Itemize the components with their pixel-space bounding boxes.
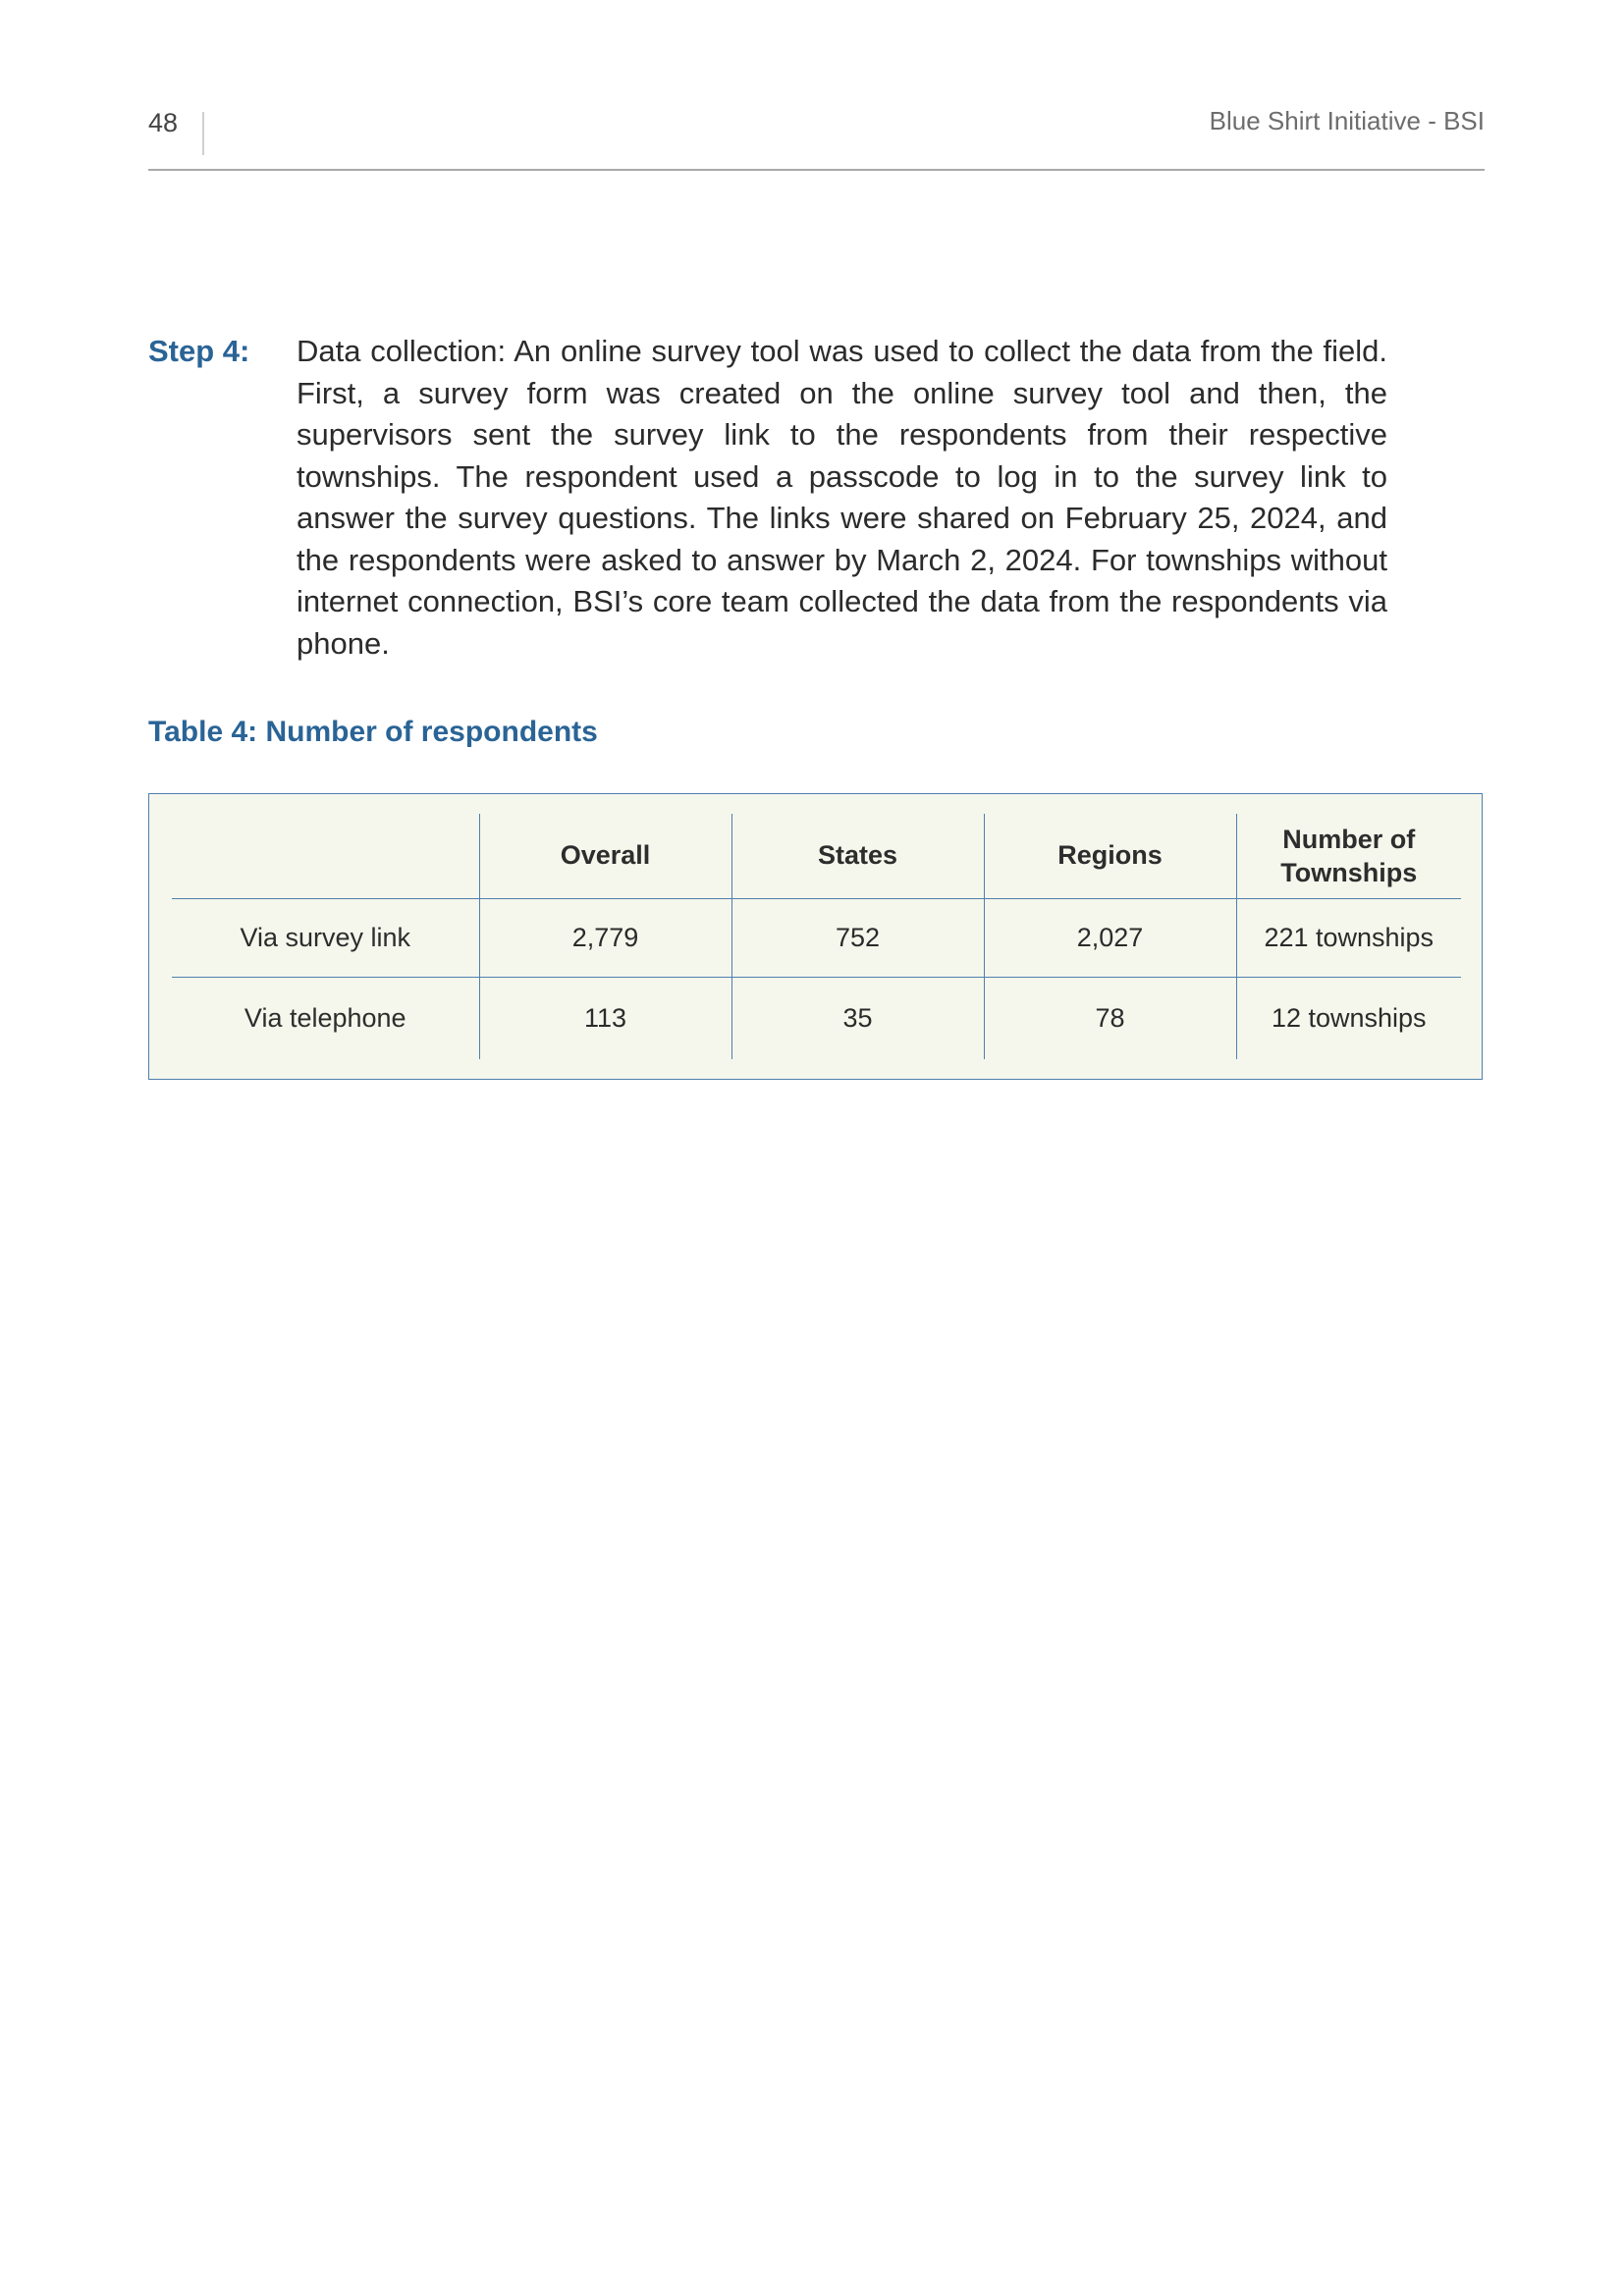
cell-regions: 78 [984, 977, 1236, 1059]
header-cell-states: States [731, 814, 984, 898]
row-label-survey-link: Via survey link [172, 898, 479, 977]
respondents-table [172, 814, 1461, 1059]
table-header-row [172, 814, 1461, 898]
table-row [172, 977, 1461, 1059]
header-cell-empty [172, 814, 479, 898]
row-label-telephone: Via telephone [244, 1002, 406, 1033]
table-caption: Table 4: Number of respondents [148, 716, 598, 748]
cell-townships: 12 townships [1236, 977, 1461, 1059]
header-cell-number-of-townships: Number of Townships [1236, 814, 1461, 898]
step-paragraph: Data collection: An online survey tool was used to collect the data from the field. First, a survey form was created on the online survey tool and then, the supervisors sent the survey link to the respondents from their respective townships. The respondent used a passcode to log in to the survey link to answer the survey questions. The links were shared on February 25, 2024, and the respondents were asked to answer by March 2, 2024. For townships without internet connection, BSI’s core team collected the data from the respondents via phone. [297, 334, 1387, 661]
cell-states: 35 [731, 977, 984, 1059]
table-row [172, 898, 1461, 977]
header-cell-overall: Overall [479, 814, 731, 898]
header-cell-regions: Regions [984, 814, 1236, 898]
cell-townships: 221 townships [1236, 898, 1461, 977]
page-header [148, 98, 1485, 171]
running-title: Blue Shirt Initiative - BSI [1209, 106, 1485, 135]
step-label: Step 4: [148, 334, 250, 368]
page-number-divider [202, 112, 204, 155]
cell-overall: 113 [479, 977, 731, 1059]
cell-overall: 2,779 [479, 898, 731, 977]
cell-states: 752 [731, 898, 984, 977]
page-number: 48 [148, 108, 179, 137]
cell-regions: 2,027 [984, 898, 1236, 977]
respondents-table-box [148, 793, 1483, 1080]
